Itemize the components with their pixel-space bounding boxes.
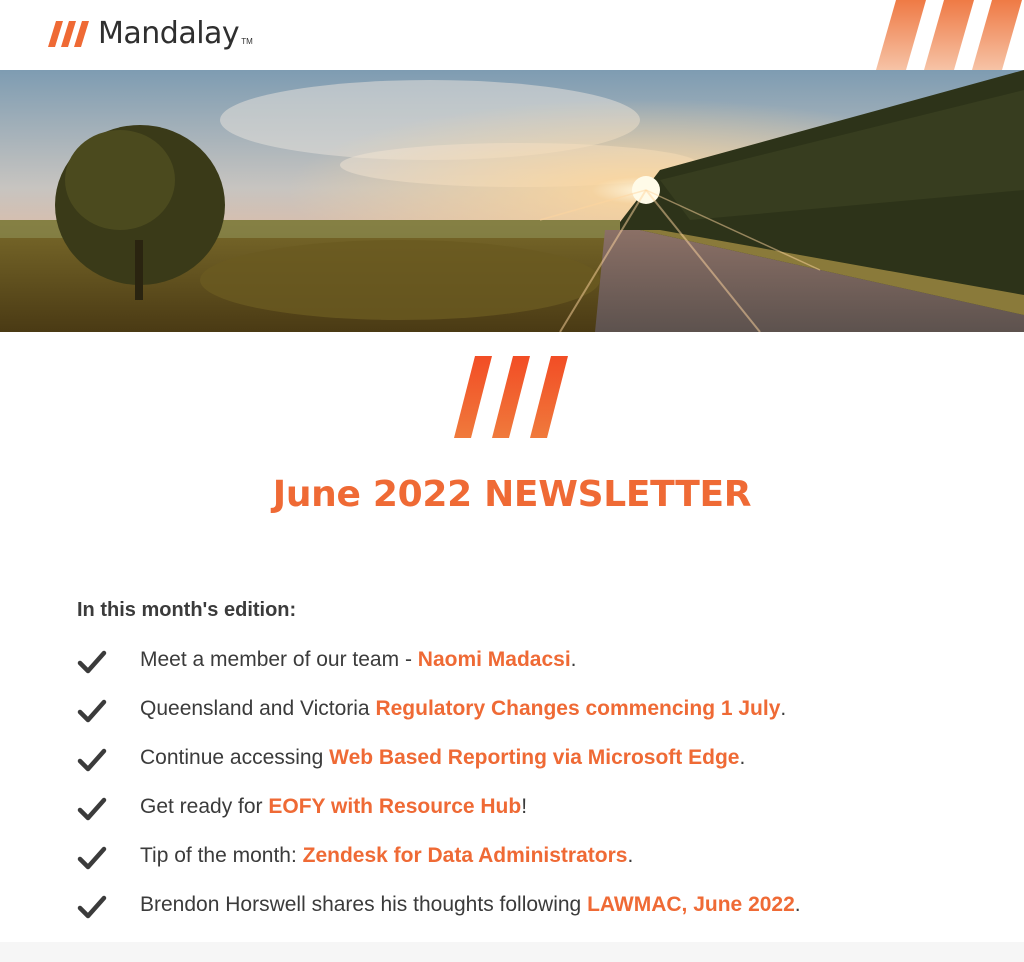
list-item [77,795,801,844]
list-item [77,648,801,697]
regulatory-changes-link[interactable]: Regulatory Changes commencing 1 July [375,697,781,720]
brand-name: Mandalay [98,16,240,51]
item-text [140,844,633,868]
newsletter-title: June 2022 NEWSLETTER [272,474,752,515]
corner-stripes-decoration [864,0,1024,70]
item-prefix: Get ready for [140,795,269,818]
checkmark-icon [77,846,107,870]
zendesk-data-admins-link[interactable]: Zendesk for Data Administrators [302,844,628,867]
item-prefix: Tip of the month: [140,844,303,867]
three-slash-emblem-icon [452,356,572,438]
item-prefix: Brendon Horswell shares his thoughts following [140,893,588,916]
sunset-road-landscape-photo [0,70,1024,332]
checkmark-icon [77,797,107,821]
checkmark-icon [77,748,107,772]
header-bar [0,0,1024,70]
item-text [140,697,786,721]
item-suffix: . [739,746,746,769]
brand-logo[interactable] [48,14,253,54]
item-text [140,893,801,917]
list-item [77,893,801,942]
item-text [140,795,527,819]
checkmark-icon [77,650,107,674]
item-prefix: Queensland and Victoria [140,697,376,720]
item-prefix: Meet a member of our team - [140,648,418,671]
lawmac-june-2022-link[interactable]: LAWMAC, June 2022 [587,893,795,916]
list-item [77,697,801,746]
naomi-madacsi-link[interactable]: Naomi Madacsi [417,648,571,671]
edition-heading: In this month's edition: [77,599,297,621]
checkmark-icon [77,699,107,723]
item-suffix: ! [521,795,528,818]
item-prefix: Continue accessing [140,746,330,769]
edition-list [77,648,801,942]
hero-banner-image [0,70,1024,332]
item-text [140,648,577,672]
item-text [140,746,745,770]
web-based-reporting-link[interactable]: Web Based Reporting via Microsoft Edge [329,746,740,769]
item-suffix: . [570,648,577,671]
list-item [77,746,801,795]
trademark-mark: TM [241,37,253,46]
item-suffix: . [627,844,634,867]
list-item [77,844,801,893]
three-slash-logo-icon [48,21,92,47]
footer-strip [0,942,1024,962]
eofy-resource-hub-link[interactable]: EOFY with Resource Hub [268,795,522,818]
item-suffix: . [780,697,787,720]
item-suffix: . [794,893,801,916]
checkmark-icon [77,895,107,919]
